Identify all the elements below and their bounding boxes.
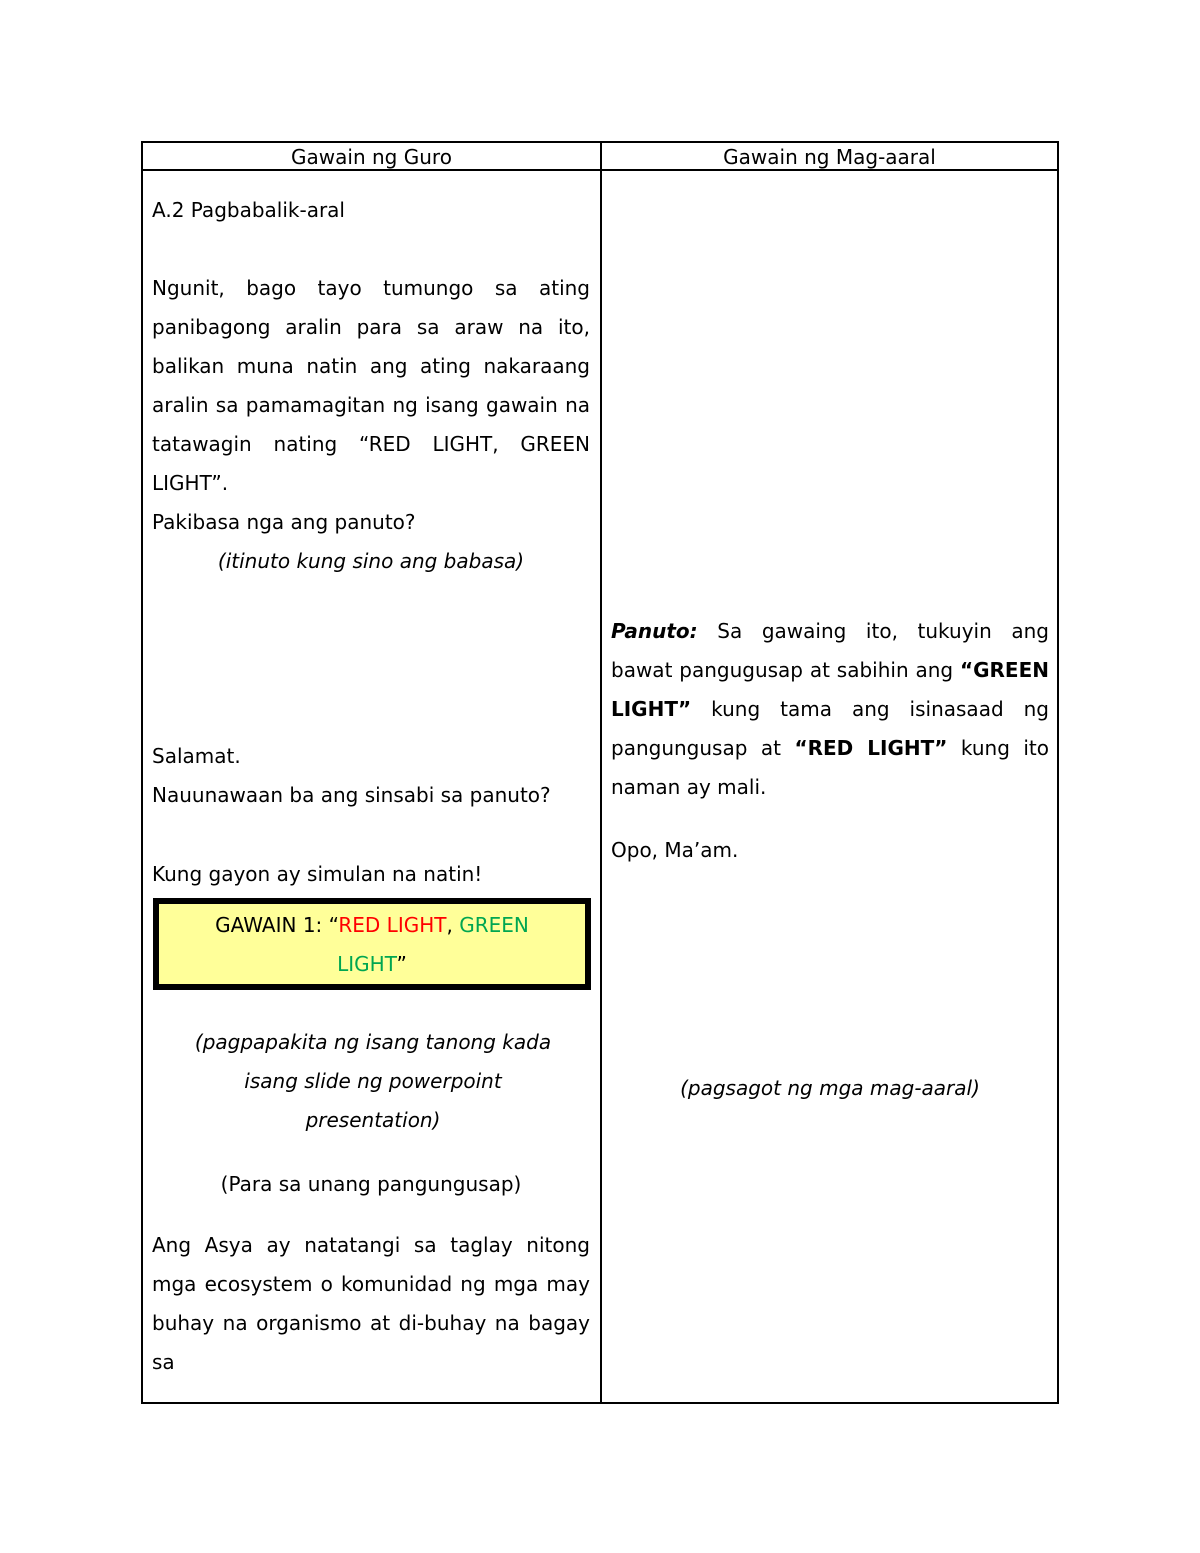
read-prompt: Pakibasa nga ang panuto? bbox=[152, 510, 416, 534]
section-title: A.2 Pagbabalik-aral bbox=[152, 198, 345, 222]
understand-question: Nauunawaan ba ang sinsabi sa panuto? bbox=[152, 783, 551, 807]
read-note: (itinuto kung sino ang babasa) bbox=[217, 549, 525, 573]
panuto-text-3: kung ito naman ay mali. bbox=[611, 736, 1049, 799]
red-light-text: “RED LIGHT” bbox=[794, 736, 948, 760]
intro-paragraph: Ngunit, bago tayo tumungo sa ating panibagong aralin para sa araw na ito, balikan muna natin ang ating nakaraang aralin sa pamamagitan ng isang gawain na tatawagin nating “RED LIGHT, GREEN LIGHT”. bbox=[152, 276, 590, 495]
column-divider bbox=[600, 143, 602, 1402]
gawain-light: LIGHT bbox=[337, 952, 397, 976]
gawain-title-box bbox=[153, 898, 591, 990]
gawain-prefix: GAWAIN 1: “ bbox=[215, 913, 339, 937]
slide-note: (pagpapakita ng isang tanong kada isang slide ng powerpoint presentation) bbox=[194, 1030, 552, 1132]
start-text: Kung gayon ay simulan na natin! bbox=[152, 862, 483, 886]
header-teacher: Gawain ng Guro bbox=[291, 145, 452, 169]
answer-note: (pagsagot ng mga mag-aaral) bbox=[680, 1076, 980, 1100]
first-sentence-label: (Para sa unang pangungusap) bbox=[220, 1172, 522, 1196]
thanks-text: Salamat. bbox=[152, 744, 241, 768]
lesson-plan-table bbox=[141, 141, 1059, 1404]
panuto-label: Panuto: bbox=[611, 619, 698, 643]
sentence-text: Ang Asya ay natatangi sa taglay nitong mga ecosystem o komunidad ng mga may buhay na organismo at di-buhay na bagay sa bbox=[152, 1233, 590, 1374]
gawain-green: GREEN bbox=[459, 913, 529, 937]
header-student: Gawain ng Mag-aaral bbox=[723, 145, 936, 169]
gawain-red-light: RED LIGHT bbox=[338, 913, 447, 937]
green-light-text: “GREEN LIGHT” bbox=[611, 658, 1049, 721]
gawain-suffix: ” bbox=[396, 952, 407, 976]
student-reply: Opo, Ma’am. bbox=[611, 838, 739, 862]
panuto-paragraph bbox=[611, 612, 1049, 807]
gawain-comma: , bbox=[446, 913, 460, 937]
panuto-text-1: Sa gawaing ito, tukuyin ang bawat pangugusap at sabihin ang bbox=[611, 619, 1049, 682]
panuto-text-2: kung tama ang isinasaad ng pangungusap at bbox=[611, 697, 1049, 760]
